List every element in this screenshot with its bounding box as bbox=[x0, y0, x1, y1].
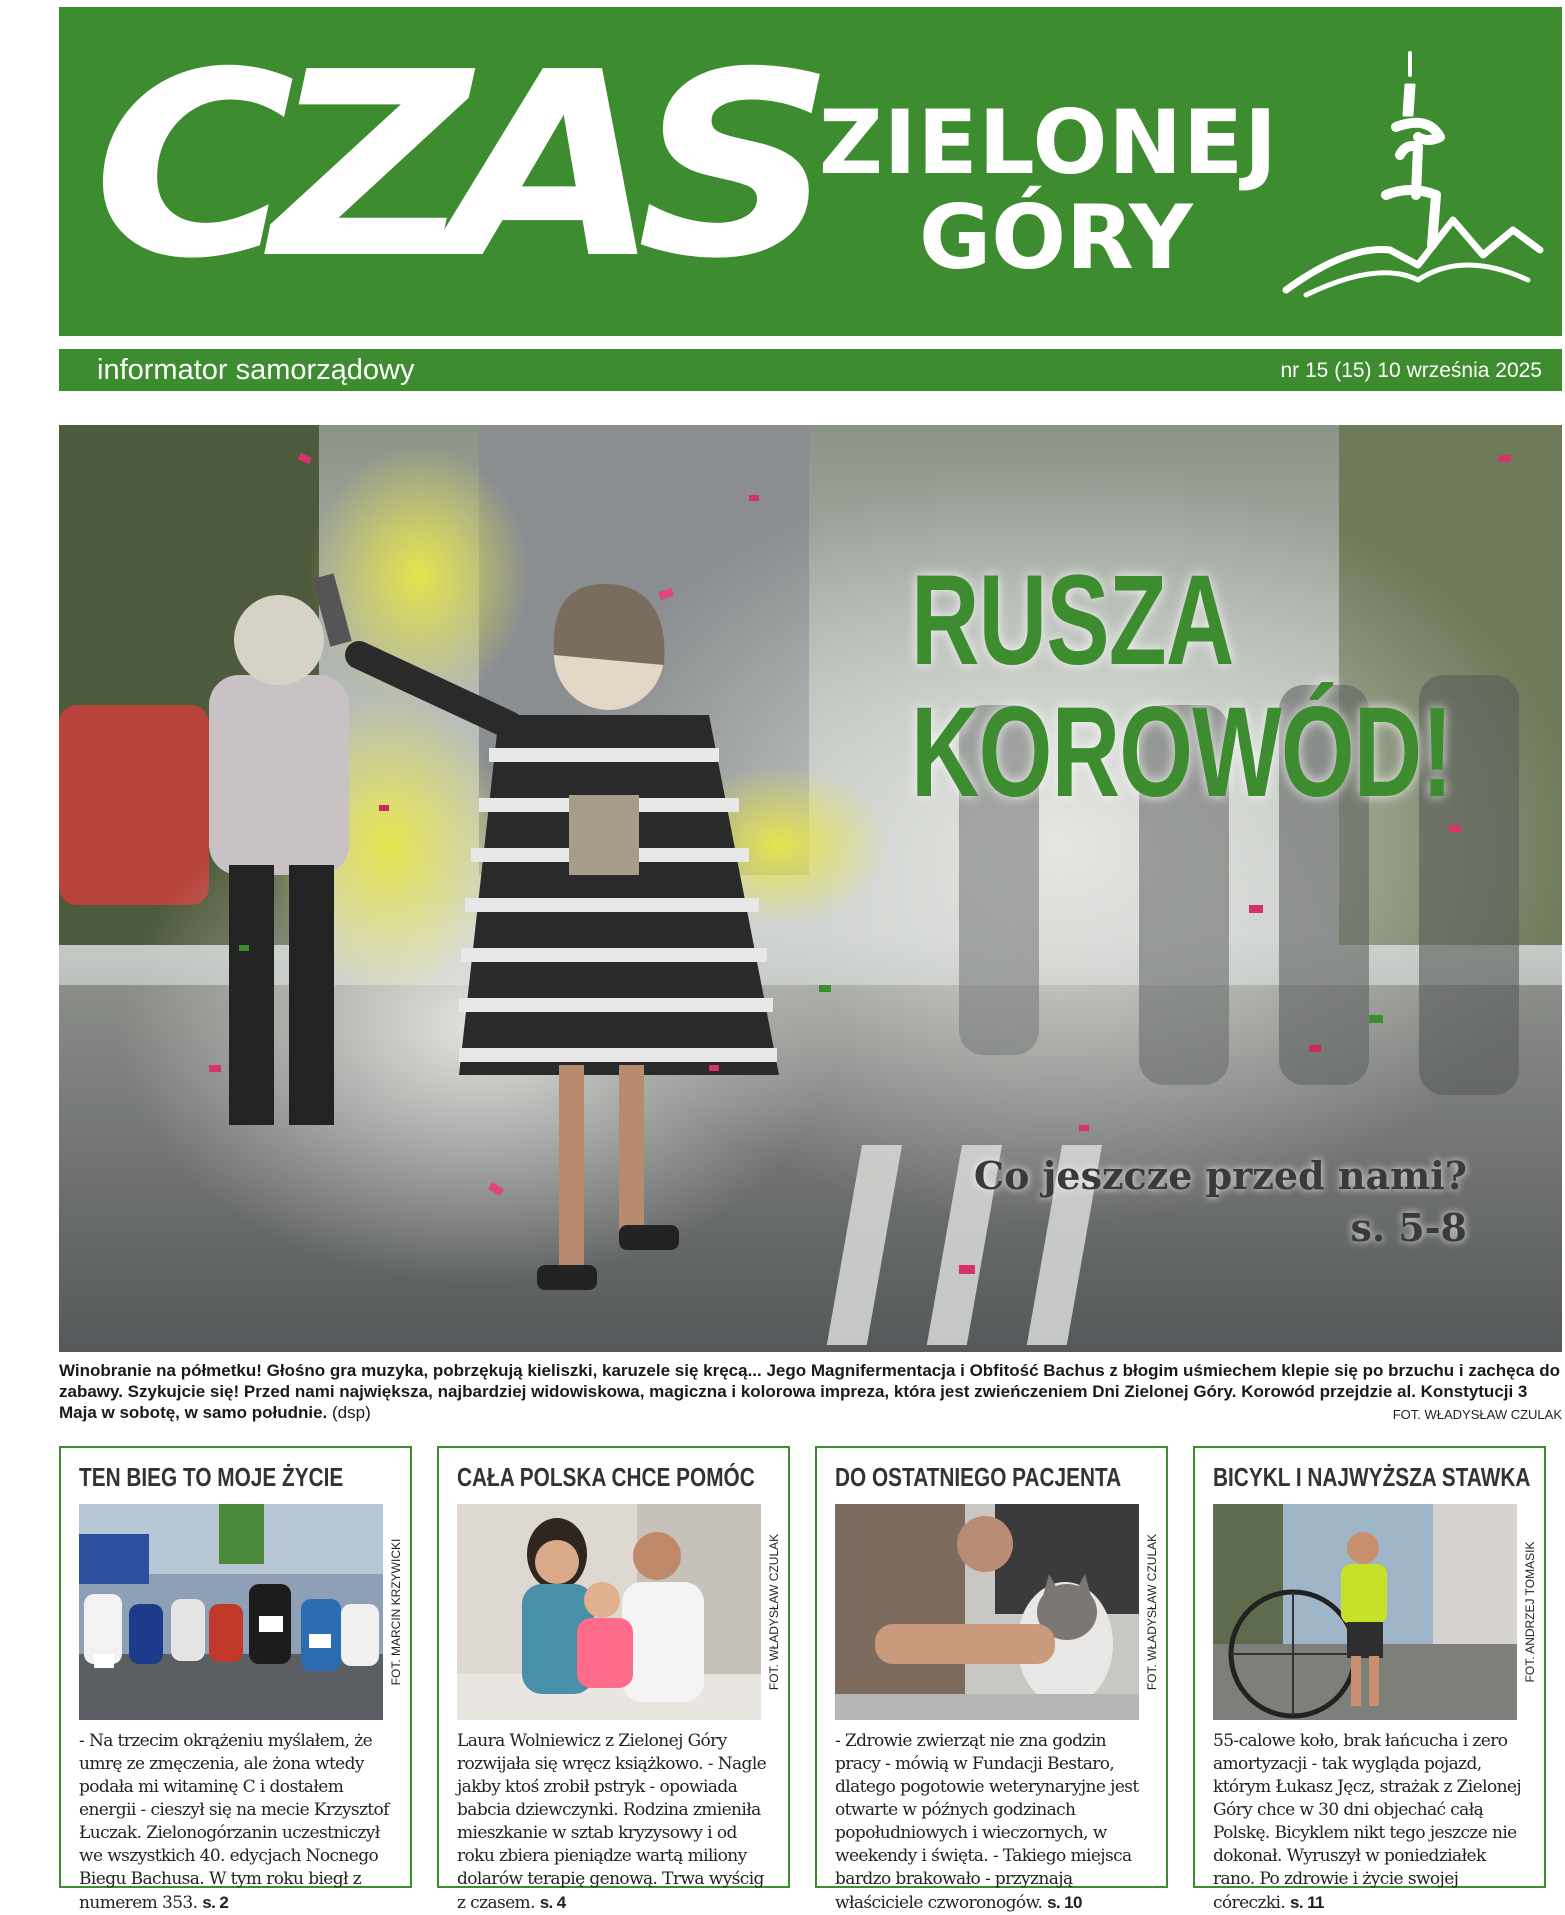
article-page-ref[interactable]: s. 11 bbox=[1289, 1893, 1324, 1912]
article-photo-credit: FOT. WŁADYSŁAW CZULAK bbox=[767, 1533, 781, 1691]
article-page-ref[interactable]: s. 2 bbox=[202, 1893, 229, 1912]
article-page-ref[interactable]: s. 4 bbox=[539, 1893, 566, 1912]
lead-signature: (dsp) bbox=[332, 1403, 371, 1422]
subtitle-bar bbox=[59, 349, 1562, 391]
article-photo-credit: FOT. MARCIN KRZYWICKI bbox=[389, 1538, 403, 1686]
article-text: - Zdrowie zwierząt nie zna godzin pracy - mówią w Fundacji Bestaro, dlatego pogotowie weterynaryjne jest otwarte w późnych godzinach popołudniowych i wieczornych, w weekendy i święta. - Takiego miejsca bardzo brakowało - przyznają właściciele czworonogów. s. 10 bbox=[835, 1731, 1139, 1913]
hero-title bbox=[911, 549, 1453, 824]
runners-photo bbox=[79, 1504, 383, 1720]
hero-pages: s. 5-8 bbox=[1350, 1205, 1467, 1250]
article-photo-credit: FOT. WŁADYSŁAW CZULAK bbox=[1145, 1533, 1159, 1691]
lead-text: Winobranie na półmetku! Głośno gra muzyka, pobrzękują kieliszki, karuzele się kręcą... Jego Magnifermentacja i Obfitość Bachus z błogim uśmiechem klepie się po brzuchu i zachęca do zabawy. Szykujcie się! Przed nami największa, najbardziej widowiskowa, magiczna i kolorowa impreza, która jest zwieńczeniem Dni Zielonej Góry. Korowód przejdzie al. Konstytucji 3 Maja w sobotę, w samo południe. bbox=[59, 1361, 1560, 1422]
article-box-bicykl[interactable] bbox=[1193, 1446, 1546, 1913]
logo-line-zielonej: ZIELONEJ bbox=[819, 91, 1278, 194]
hero-title-line2: KOROWÓD! bbox=[911, 681, 1453, 824]
family-photo bbox=[457, 1504, 761, 1720]
vet-cat-photo bbox=[835, 1504, 1139, 1720]
article-text: Laura Wolniewicz z Zielonej Góry rozwijała się wręcz książkowo. - Nagle jakby ktoś zrobił pstryk - opowiada babcia dziewczynki. Rodzina zmieniła mieszkanie w sztab kryzysowy i od roku zbiera pieniądze wartą miliony dolarów terapię genową. Trwa wyścig z czasem. s. 4 bbox=[457, 1731, 767, 1913]
hero-title-line1: RUSZA bbox=[911, 549, 1234, 692]
logo-line-gory: GÓRY bbox=[919, 186, 1193, 289]
article-text: 55-calowe koło, brak łańcucha i zero amortyzacji - tak wygląda pojazd, którym Łukasz Jęcz, strażak z Zielonej Góry chce w 30 dni objechać całą Polskę. Bicyklem nikt tego jeszcze nie dokonał. Wyruszył w poniedziałek rano. Po zdrowie i życie swojej córeczki. s. 11 bbox=[1213, 1731, 1522, 1913]
article-heading[interactable]: BICYKL I NAJWYŻSZA STAWKA bbox=[1213, 1462, 1531, 1492]
article-heading[interactable]: TEN BIEG TO MOJE ŻYCIE bbox=[79, 1462, 344, 1492]
article-heading[interactable]: DO OSTATNIEGO PACJENTA bbox=[835, 1462, 1122, 1492]
penny-farthing-photo bbox=[1213, 1504, 1517, 1720]
hero-question: Co jeszcze przed nami? bbox=[973, 1153, 1467, 1198]
logo-czas: CZAS bbox=[93, 18, 812, 315]
article-photo-credit: FOT. ANDRZEJ TOMASIK bbox=[1523, 1541, 1537, 1683]
issue-info: nr 15 (15) 10 września 2025 bbox=[1280, 359, 1542, 382]
masthead bbox=[59, 7, 1562, 336]
tower-mountains-icon bbox=[1278, 45, 1548, 310]
lead-paragraph bbox=[59, 1360, 1562, 1423]
article-text: - Na trzecim okrążeniu myślałem, że umrę ze zmęczenia, ale żona wtedy podała mi witaminę C i dostałem energii - cieszył się na mecie Krzysztof Łuczak. Zielonogórzanin uczestniczył we wszystkich 40. edycjach Nocnego Biegu Bachusa. W tym roku biegł z numerem 353. s. 2 bbox=[79, 1731, 389, 1913]
subtitle: informator samorządowy bbox=[97, 354, 415, 386]
article-box-bieg[interactable] bbox=[59, 1446, 412, 1913]
article-box-pacjent[interactable] bbox=[815, 1446, 1168, 1913]
hero-teaser bbox=[974, 1150, 1467, 1254]
article-page-ref[interactable]: s. 10 bbox=[1047, 1893, 1082, 1912]
hero-photo bbox=[59, 425, 1562, 1352]
article-box-pomoc[interactable] bbox=[437, 1446, 790, 1913]
hero-photo-credit: FOT. WŁADYSŁAW CZULAK bbox=[1392, 1407, 1562, 1422]
article-heading[interactable]: CAŁA POLSKA CHCE POMÓC bbox=[457, 1462, 755, 1492]
